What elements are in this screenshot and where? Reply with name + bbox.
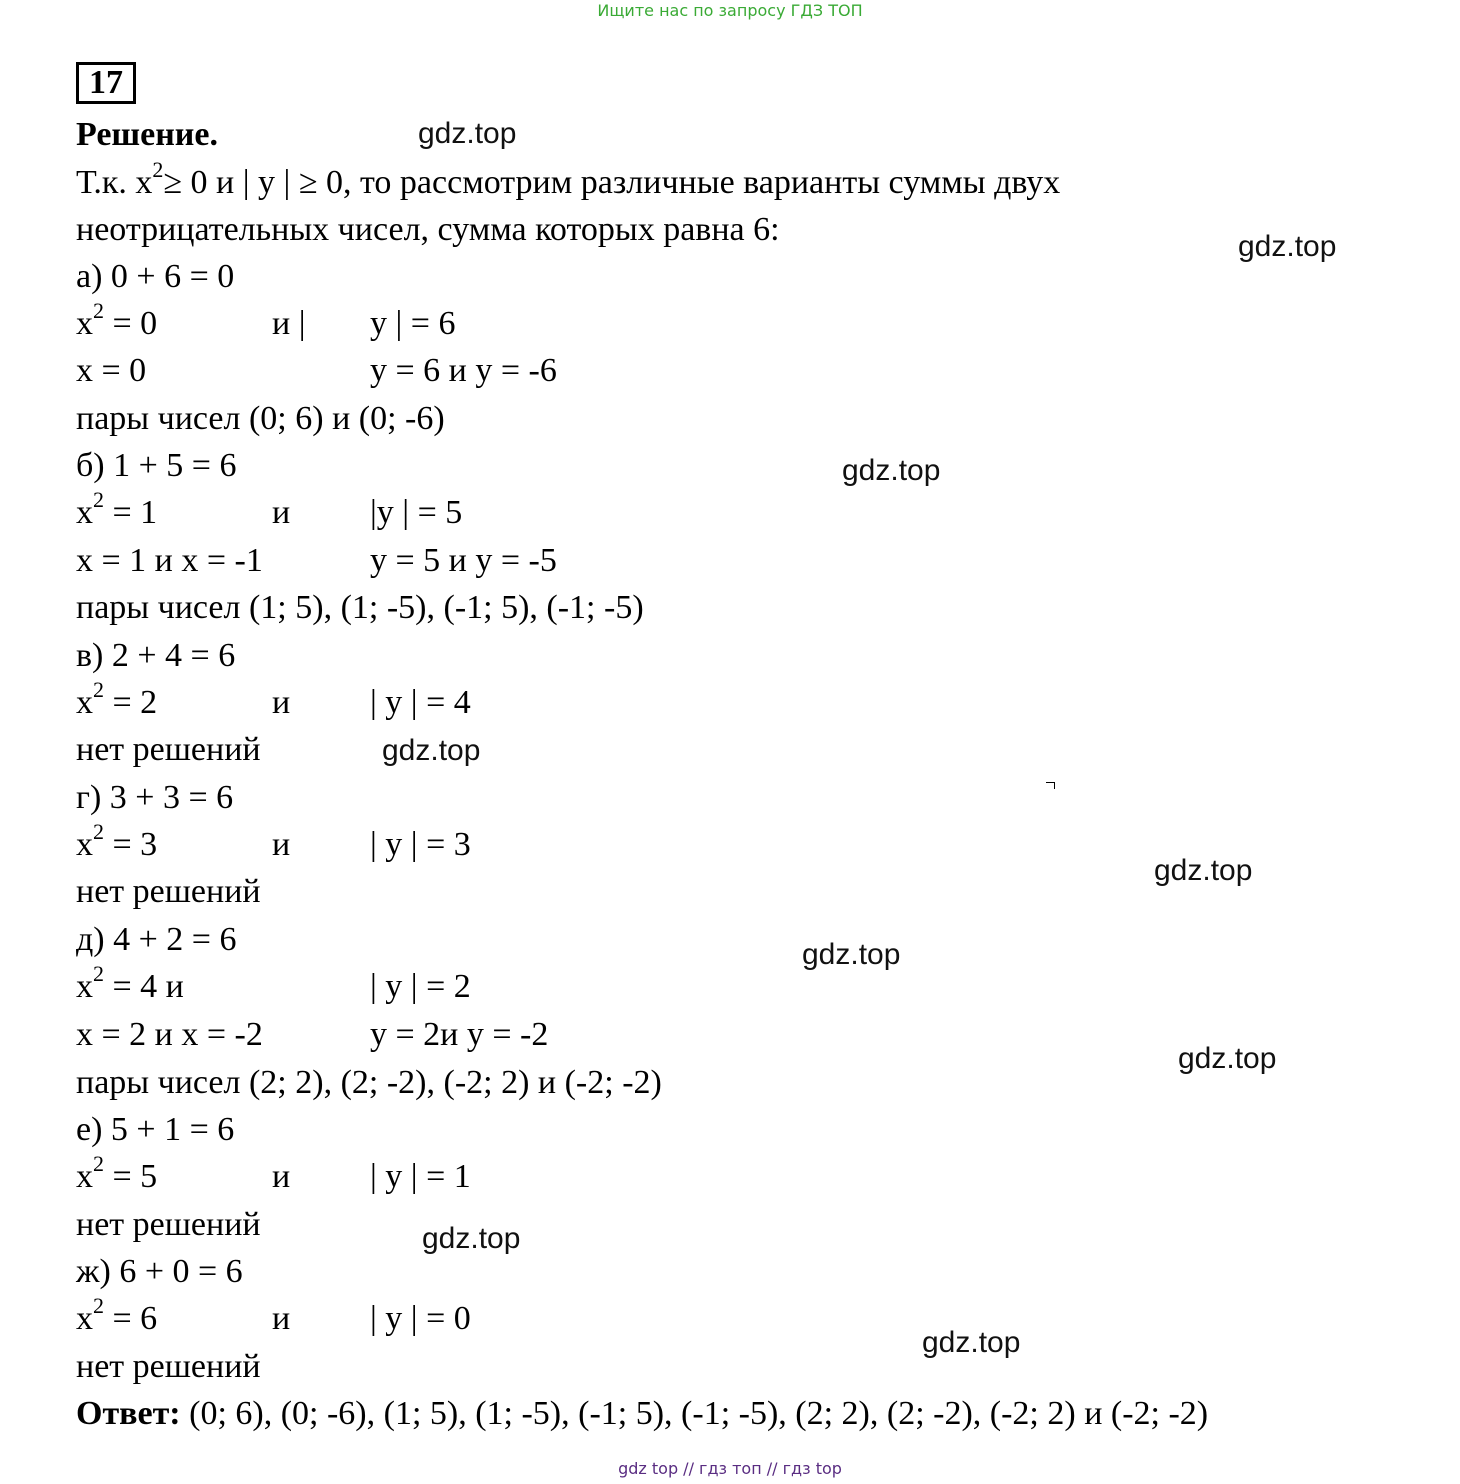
case-a-solutions: х = 0 у = 6 и у = -6	[76, 352, 557, 389]
case-zh-equations: $х^2 = 6$ и | у | = 0	[76, 1292, 471, 1337]
case-d-title: д) 4 + 2 = 6	[76, 921, 237, 958]
case-d-equations: $х^2 = 4$ и | у | = 2	[76, 960, 471, 1005]
case-b-title: б) 1 + 5 = 6	[76, 447, 237, 484]
case-zh-title: ж) 6 + 0 = 6	[76, 1253, 243, 1290]
case-v-title: в) 2 + 4 = 6	[76, 637, 236, 674]
watermark: gdz.top	[1238, 230, 1337, 263]
solution-heading: Решение.	[76, 116, 218, 153]
case-b-pairs: пары чисел (1; 5), (1; -5), (-1; 5), (-1; -5)	[76, 589, 644, 626]
top-banner[interactable]: Ищите нас по запросу ГДЗ ТОП	[597, 1, 863, 20]
bottom-banner[interactable]: gdz top // гдз топ // гдз top	[618, 1459, 842, 1478]
case-e-title: е) 5 + 1 = 6	[76, 1111, 235, 1148]
case-v-equations: $х^2 = 2$ и | у | = 4	[76, 676, 471, 721]
case-v-result: нет решений	[76, 731, 261, 768]
case-a-equations: $х^2 = 0$ и | у | = 6	[76, 297, 456, 342]
case-d-pairs: пары чисел (2; 2), (2; -2), (-2; 2) и (-2; -2)	[76, 1064, 662, 1101]
case-zh-result: нет решений	[76, 1348, 261, 1385]
case-g-equations: $х^2 = 3$ и | у | = 3	[76, 818, 471, 863]
stray-mark	[1046, 782, 1055, 789]
intro-line-1: Т.к. $х^2\ge 0$ и | у | ≥ 0, то рассмотрим различные варианты суммы двух	[76, 156, 1061, 201]
watermark: gdz.top	[1154, 854, 1253, 887]
case-d-solutions: х = 2 и х = -2 у = 2и у = -2	[76, 1016, 549, 1053]
intro-line-2: неотрицательных чисел, сумма которых равна 6:	[76, 211, 780, 248]
watermark: gdz.top	[418, 117, 517, 150]
answer-text: (0; 6), (0; -6), (1; 5), (1; -5), (-1; 5), (-1; -5), (2; 2), (2; -2), (-2; 2) и (-2; -2)	[180, 1395, 1209, 1432]
watermark: gdz.top	[802, 938, 901, 971]
task-number: 17	[76, 62, 136, 104]
watermark: gdz.top	[922, 1326, 1021, 1359]
watermark: gdz.top	[842, 454, 941, 487]
watermark: gdz.top	[382, 734, 481, 767]
case-g-title: г) 3 + 3 = 6	[76, 779, 234, 816]
case-e-result: нет решений	[76, 1206, 261, 1243]
case-a-pairs: пары чисел (0; 6) и (0; -6)	[76, 400, 445, 437]
watermark: gdz.top	[422, 1222, 521, 1255]
watermark: gdz.top	[1178, 1042, 1277, 1075]
case-g-result: нет решений	[76, 873, 261, 910]
case-e-equations: $х^2 = 5$ и | у | = 1	[76, 1150, 471, 1195]
case-b-equations: $х^2 = 1$ и |у | = 5	[76, 486, 463, 531]
case-a-title: а) 0 + 6 = 0	[76, 258, 235, 295]
answer-line	[76, 1393, 1208, 1435]
case-b-solutions: х = 1 и х = -1 у = 5 и у = -5	[76, 542, 557, 579]
answer-label: Ответ:	[76, 1395, 181, 1432]
